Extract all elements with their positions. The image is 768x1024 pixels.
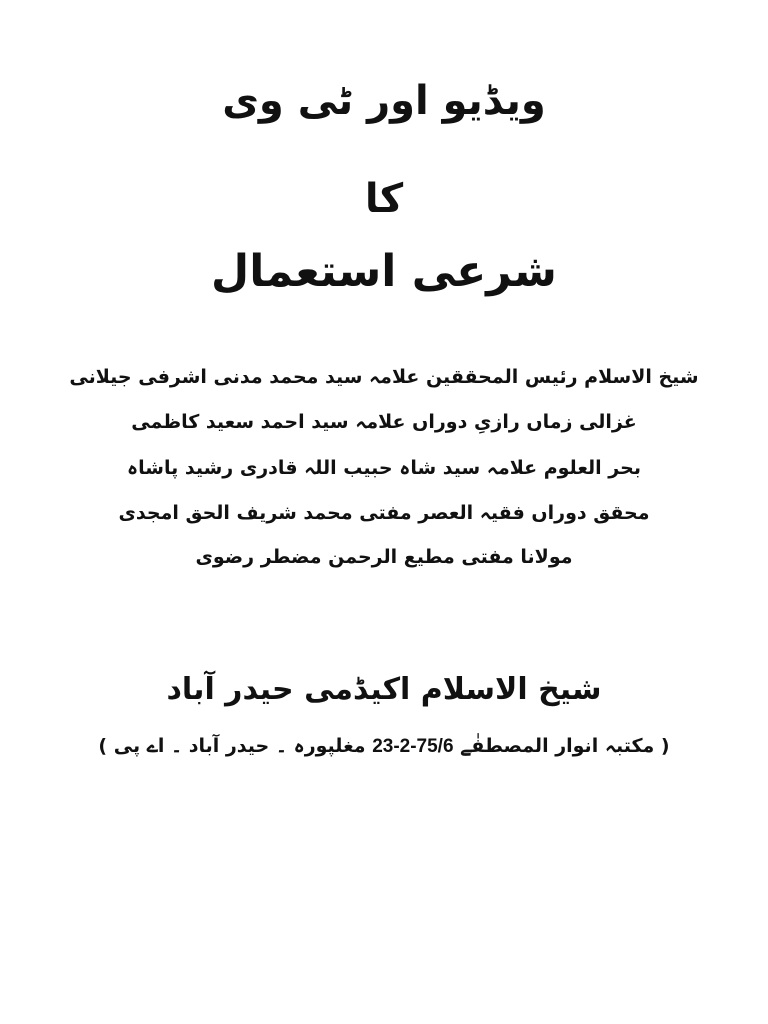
scholar-line-1: شیخ الاسلام رئیس المحققین علامہ سید محمد مدنی اشرفی جیلانی [69, 366, 699, 388]
scholar-line-4: محقق دوراں فقیہ العصر مفتی محمد شریف الحق امجدی [118, 502, 650, 524]
book-title-line-1: ویڈیو اور ٹی وی [222, 78, 546, 124]
scholar-line-2: غزالی زماں رازیِ دوراں علامہ سید احمد سعید کاظمی [131, 411, 637, 433]
book-title-line-2: کا [364, 176, 404, 222]
address-suffix: مغلپورہ ۔ حیدر آباد ۔ اے پی ) [98, 735, 366, 757]
address-prefix: ( مکتبہ انوار المصطفٰے [460, 735, 670, 757]
publisher-address [0, 735, 768, 758]
scholar-line-3: بحر العلوم علامہ سید شاہ حبیب اللہ قادری رشید پاشاہ [127, 457, 641, 479]
address-number: 23-2-75/6 [372, 736, 454, 757]
scholar-line-5: مولانا مفتی مطیع الرحمن مضطر رضوی [195, 546, 573, 568]
publisher-name: شیخ الاسلام اکیڈمی حیدر آباد [166, 672, 602, 707]
book-title-line-3: شرعی استعمال [211, 246, 557, 297]
